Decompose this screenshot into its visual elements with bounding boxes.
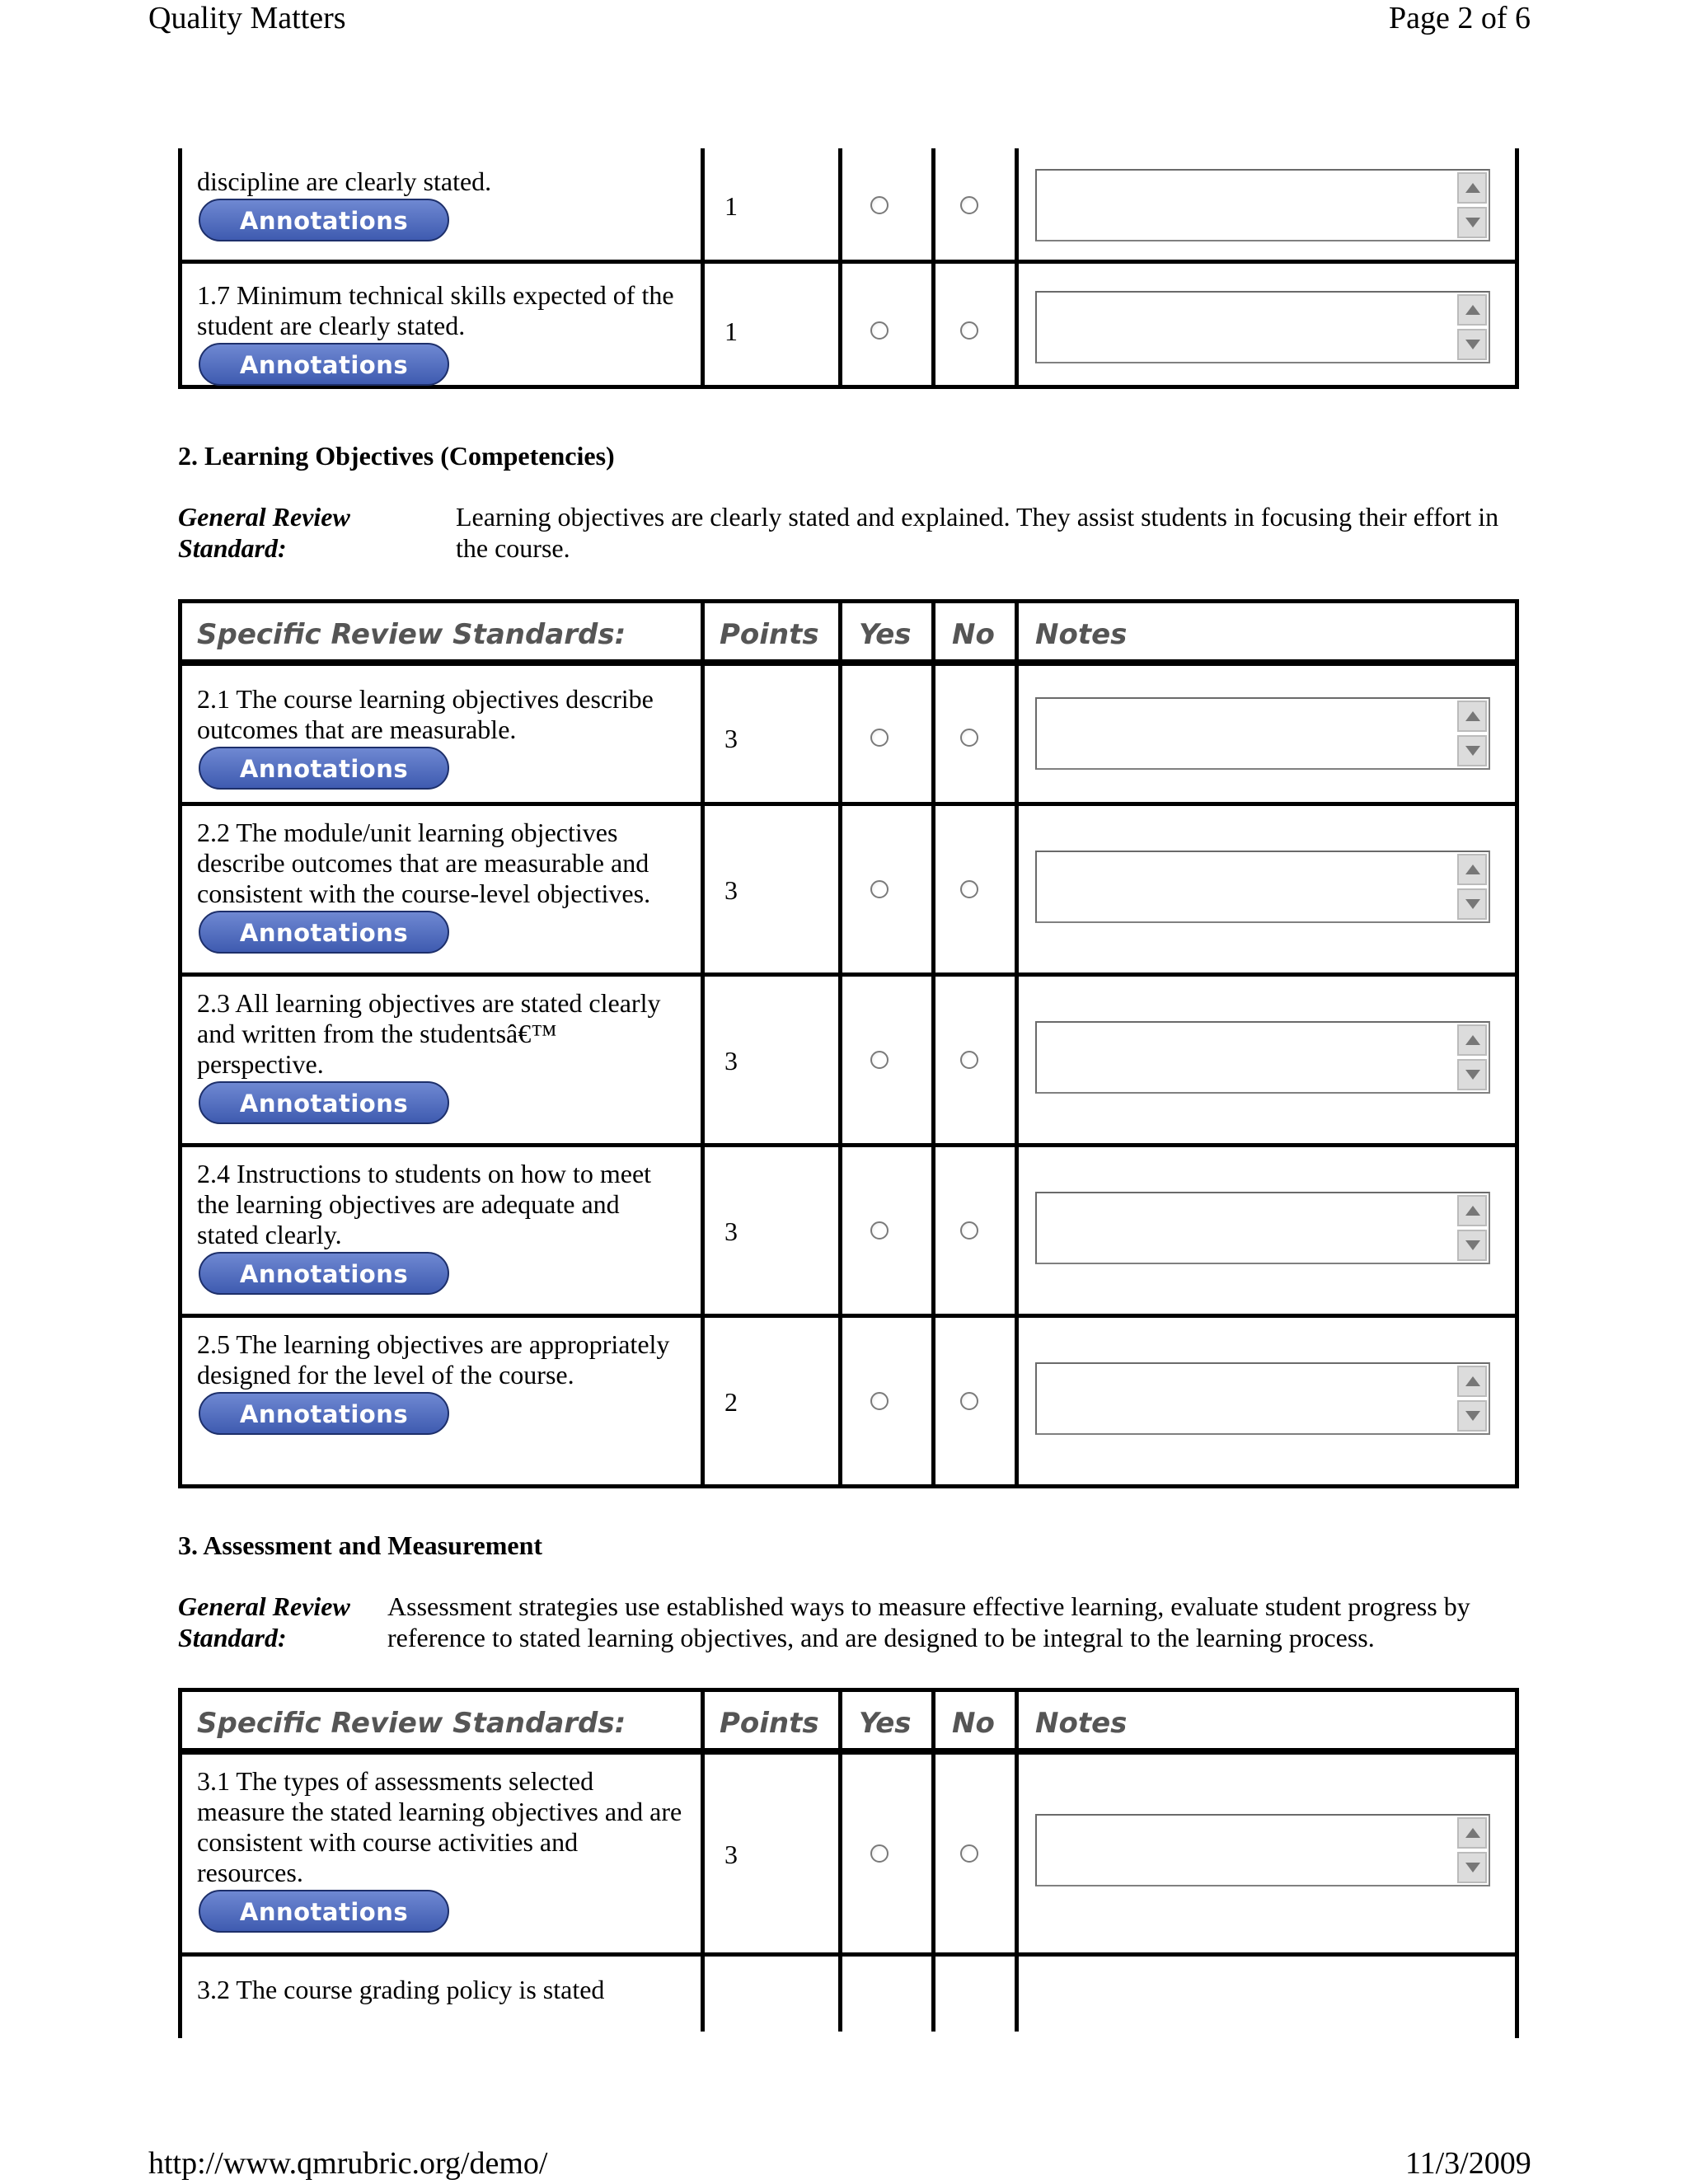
- points-value: 3: [724, 1216, 738, 1246]
- scroll-down-icon[interactable]: [1457, 207, 1487, 238]
- table-row: [182, 1957, 1515, 2032]
- standard-text: 2.5 The learning objectives are appropriately designed for the level of the course.: [197, 1329, 670, 1390]
- annotations-button[interactable]: Annotations: [199, 1081, 449, 1124]
- column-header-notes: Notes: [1035, 1707, 1128, 1740]
- column-header-no: No: [952, 618, 995, 651]
- yes-radio[interactable]: [870, 880, 889, 898]
- notes-textarea[interactable]: [1035, 851, 1490, 923]
- standard-text: discipline are clearly stated.: [197, 166, 492, 196]
- scroll-up-icon[interactable]: [1457, 1366, 1487, 1397]
- notes-scrollbar[interactable]: [1457, 1366, 1487, 1432]
- table-row: [182, 1318, 1515, 1484]
- notes-scrollbar[interactable]: [1457, 854, 1487, 920]
- general-review-label: General Review Standard:: [178, 502, 350, 563]
- annotations-button[interactable]: Annotations: [199, 747, 449, 790]
- column-header-standards: Specific Review Standards:: [197, 618, 626, 651]
- scroll-down-icon[interactable]: [1457, 1400, 1487, 1432]
- points-value: 3: [724, 1840, 738, 1869]
- yes-radio[interactable]: [870, 729, 889, 747]
- notes-textarea[interactable]: [1035, 1362, 1490, 1435]
- scroll-down-icon[interactable]: [1457, 1059, 1487, 1090]
- notes-scrollbar[interactable]: [1457, 172, 1487, 238]
- notes-textarea[interactable]: [1035, 169, 1490, 241]
- no-radio[interactable]: [960, 1392, 978, 1410]
- column-header-notes: Notes: [1035, 618, 1128, 651]
- scroll-up-icon[interactable]: [1457, 294, 1487, 326]
- column-header-yes: Yes: [859, 618, 912, 651]
- scroll-down-icon[interactable]: [1457, 735, 1487, 766]
- scroll-up-icon[interactable]: [1457, 172, 1487, 204]
- notes-scrollbar[interactable]: [1457, 1024, 1487, 1090]
- yes-radio[interactable]: [870, 1844, 889, 1863]
- yes-radio[interactable]: [870, 1051, 889, 1069]
- no-radio[interactable]: [960, 729, 978, 747]
- table-row: [182, 806, 1515, 977]
- section2-table: [178, 599, 1519, 1488]
- scroll-down-icon[interactable]: [1457, 888, 1487, 920]
- notes-scrollbar[interactable]: [1457, 701, 1487, 766]
- page-url: http://www.qmrubric.org/demo/: [148, 2146, 548, 2181]
- yes-radio[interactable]: [870, 196, 889, 214]
- scroll-down-icon[interactable]: [1457, 329, 1487, 360]
- annotations-button[interactable]: Annotations: [199, 1890, 449, 1933]
- table-row: [182, 666, 1515, 806]
- notes-textarea[interactable]: [1035, 1192, 1490, 1264]
- no-radio[interactable]: [960, 321, 978, 340]
- section-title: 3. Assessment and Measurement: [178, 1530, 543, 1560]
- section1-table: [178, 148, 1519, 389]
- yes-radio[interactable]: [870, 321, 889, 340]
- standard-text: 3.1 The types of assessments selected measure the stated learning objectives and are consistent with course activities and resources.: [197, 1766, 682, 1887]
- standard-text: 2.4 Instructions to students on how to meet the learning objectives are adequate and stated clearly.: [197, 1159, 652, 1249]
- page-date: 11/3/2009: [1405, 2146, 1531, 2181]
- page-header-title: Quality Matters: [148, 1, 346, 35]
- scroll-up-icon[interactable]: [1457, 1195, 1487, 1226]
- table-header-row: [182, 603, 1515, 666]
- scroll-up-icon[interactable]: [1457, 1817, 1487, 1849]
- column-header-points: Points: [720, 1707, 819, 1740]
- annotations-button[interactable]: Annotations: [199, 199, 449, 241]
- notes-scrollbar[interactable]: [1457, 1817, 1487, 1883]
- points-value: 3: [724, 875, 738, 905]
- points-value: 1: [724, 191, 738, 221]
- table-row: [182, 264, 1515, 385]
- annotations-button[interactable]: Annotations: [199, 1392, 449, 1435]
- standard-text: 2.1 The course learning objectives describe outcomes that are measurable.: [197, 684, 654, 744]
- scroll-up-icon[interactable]: [1457, 854, 1487, 885]
- scroll-up-icon[interactable]: [1457, 701, 1487, 732]
- points-value: 1: [724, 316, 738, 346]
- points-value: 2: [724, 1387, 738, 1417]
- notes-scrollbar[interactable]: [1457, 1195, 1487, 1261]
- general-review-text: Assessment strategies use established ways to measure effective learning, evaluate student progress by reference to stated learning objectives, and are designed to be integral to the learning process.: [387, 1591, 1470, 1652]
- standard-text: 2.3 All learning objectives are stated clearly and written from the studentsâ€™ perspective.: [197, 988, 661, 1079]
- table-row: [182, 1755, 1515, 1957]
- section3-table: [178, 1688, 1519, 2038]
- table-header-row: [182, 1692, 1515, 1755]
- table-row: [182, 148, 1515, 264]
- standard-text: 2.2 The module/unit learning objectives describe outcomes that are measurable and consistent with the course-level objectives.: [197, 818, 651, 908]
- no-radio[interactable]: [960, 880, 978, 898]
- no-radio[interactable]: [960, 196, 978, 214]
- general-review-label: General Review Standard:: [178, 1591, 350, 1652]
- annotations-button[interactable]: Annotations: [199, 343, 449, 386]
- column-header-yes: Yes: [859, 1707, 912, 1740]
- yes-radio[interactable]: [870, 1221, 889, 1240]
- no-radio[interactable]: [960, 1844, 978, 1863]
- annotations-button[interactable]: Annotations: [199, 1252, 449, 1295]
- column-header-no: No: [952, 1707, 995, 1740]
- notes-scrollbar[interactable]: [1457, 294, 1487, 360]
- no-radio[interactable]: [960, 1051, 978, 1069]
- notes-textarea[interactable]: [1035, 1021, 1490, 1094]
- points-value: 3: [724, 1046, 738, 1076]
- scroll-up-icon[interactable]: [1457, 1024, 1487, 1056]
- points-value: 3: [724, 724, 738, 753]
- column-header-points: Points: [720, 618, 819, 651]
- table-row: [182, 977, 1515, 1147]
- notes-textarea[interactable]: [1035, 697, 1490, 770]
- yes-radio[interactable]: [870, 1392, 889, 1410]
- notes-textarea[interactable]: [1035, 291, 1490, 363]
- general-review-text: Learning objectives are clearly stated and explained. They assist students in focusing their effort in the course.: [456, 502, 1499, 563]
- page-number: Page 2 of 6: [1389, 1, 1531, 35]
- annotations-button[interactable]: Annotations: [199, 911, 449, 954]
- section-title: 2. Learning Objectives (Competencies): [178, 441, 615, 471]
- table-row: [182, 1147, 1515, 1318]
- standard-text: 3.2 The course grading policy is stated: [197, 1975, 605, 2004]
- standard-text: 1.7 Minimum technical skills expected of the student are clearly stated.: [197, 280, 674, 340]
- scroll-down-icon[interactable]: [1457, 1852, 1487, 1883]
- column-header-standards: Specific Review Standards:: [197, 1707, 626, 1740]
- notes-textarea[interactable]: [1035, 1814, 1490, 1886]
- no-radio[interactable]: [960, 1221, 978, 1240]
- scroll-down-icon[interactable]: [1457, 1230, 1487, 1261]
